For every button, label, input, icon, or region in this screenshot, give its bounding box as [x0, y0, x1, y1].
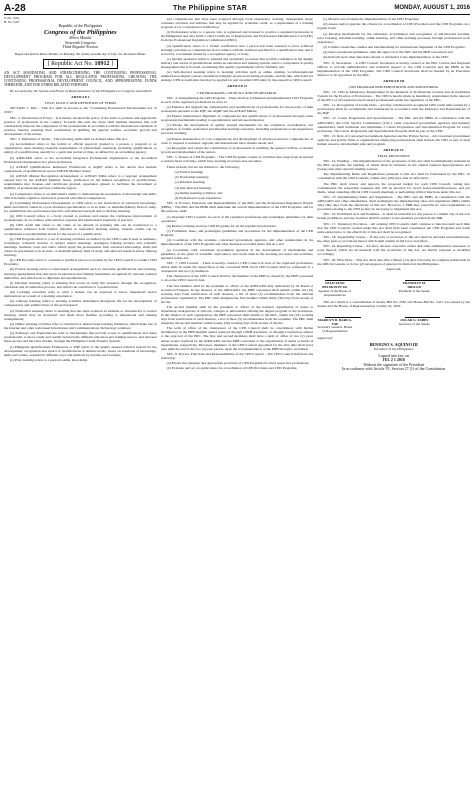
enacting-clause: Be it enacted by the Senate and House of Representatives of the Philippines in Congress assembled:: [10, 89, 152, 94]
senate-secretary-role: Secretary of the Senate: [398, 321, 430, 326]
senate-secretary-name: OSCAR G. YABES: [400, 317, 429, 322]
cpd-activity-item: (e) Online learning activities; and: [174, 190, 223, 195]
cpd-activity-list: [161, 170, 314, 200]
definition-item: (h) CPD credit unit refers to the value of an amount of learning that can be transferred to a qualification achieved from formal, informal or nonformal learning setting, wherein credits can be accumulated to predetermined levels for the award of a qualification;: [4, 223, 157, 236]
section-paragraph: SEC. 13. Role of Concerned Government Agencies and the Private Sector. - All concerned government agencies and private firms or organizations employing professionals shall include the CPD as part of their human resource development plan and program.: [317, 133, 471, 146]
section-paragraph: The first member shall be the president or officer of the AIPO/APO duly authorized by its Board of Governors/Trustees. In the absence of the AIPO/APO, the PRB concerned shall submit within ten (10) working days from notification of such absence, a list of three (3) recommendees from the national professional organization. The PRC shall designate the first member within thirty (30) days from receipt of the list.: [160, 283, 314, 304]
article-4-sections: [317, 159, 470, 266]
newspaper-masthead: [4, 2, 470, 15]
presiding-officers-signatures: [317, 274, 470, 298]
cpd-activity-item: (f) Professional work experience.: [174, 195, 222, 200]
definition-item: (k) Formal learning refers to educational arrangements such as curricular qualifications and teaching-learning requirements that take place in education and training institutions recognized by relevant national authorities, and which lead to diplomas and qualifications;: [4, 267, 157, 280]
section-paragraph: The second member shall be the president or officer of the national organization of deans or department chairpersons of schools, colleges or universities offering the degree program of the profession. In the absence of such organization, the PRB concerned shall submit to the PRC, within ten (10) working days from notification of such absence, a list of three (3) recommendees from the academe. The PRC shall designate the second member within twenty (20) working days from receipt of the list.: [160, 304, 314, 326]
section-paragraph: (e) Coordinate with concerned government agencies in the development of mechanisms and guidelines, in the grant of academic equivalency and credit units in the learning processes and activities, pursuant to this Act.: [160, 247, 314, 260]
city-heading: Metro Manila: [69, 35, 92, 40]
article-3-sections: [317, 90, 470, 146]
page-number: A-28: [4, 2, 26, 14]
definition-item: (n) Lifelong learning refers to learning activities undertaken throughout life for the development of competencies and qualifications of the professional;: [4, 299, 157, 308]
section-paragraph: SEC. 17. Transitory Provision. - All existing CPD Councils shall continue to function until such time that the CPD Councils created under this Act shall have been constituted. All CPD Programs and credit units earned prior to the effectivity of this Act shall be recognized.: [317, 221, 471, 234]
president-role: President of the Philippines: [373, 346, 414, 351]
section-3: SEC. 3. Definition of Terms. - The following terms shall be defined under this Act:: [10, 137, 128, 142]
section-paragraph: The chairperson of the CPD Council shall be the member of the PRB as chosen by the PRB concerned to sit as the CPD Council chair.: [160, 274, 314, 283]
definition-item: (q) Pathways and Equivalencies refer to mechanisms that provide access to qualifications and assist professionals to move easily and readily between the different education and training sectors, and between these sectors and the labor market, through the Philippine Credit Transfer System;: [4, 331, 157, 344]
definition-item: (t) Professional refers to a person who is registered and licensed to practice a regulated profession in the Philippines and who holds a valid Certificate of Registration and Professional Identification Card (PIC) from the Professional Regulation Commission (PRC);: [160, 30, 314, 43]
secretaries-signatures: [317, 311, 470, 335]
issue-date: MONDAY, AUGUST 1, 2016: [394, 5, 470, 11]
definition-item: (r) Philippine Qualifications Framework or PQF refers to the quality assured national system for the development, recognition and award of qualifications at defined levels, based on standards of knowledge, skills and values, acquired in different ways and methods by learners and workers;: [4, 344, 157, 357]
republic-act-number: [4, 60, 157, 68]
section-paragraph: (f) Conduct researches, studies and benchmarking for international alignment of the CPD Programs;: [323, 44, 466, 49]
congress-number: Sixteenth Congress: [65, 39, 96, 45]
ra-close: ]: [109, 60, 113, 67]
section-paragraph: SEC. 20. Effectivity. - This Act shall take effect fifteen (15) days following its complete publication in the Official Gazette or in two (2) newspapers of general circulation in the Philippines.: [317, 257, 471, 266]
column-1: [4, 17, 157, 807]
definition-item: (i) CPD Program refers to a set of learning activities accredited by the CPD Council such as seminars, workshops, technical lectures or subject matter meetings, nondegree training lectures and scientific meetings, modules, tours and visits, which equip the professionals with advanced knowledge, skills and values in specialized or in an inter- or multidisciplinary field of study, self-directed research and/or lifelong learning;: [4, 236, 157, 257]
column-3: [317, 17, 470, 807]
section-paragraph: SEC. 19. Repealing Clause. - All laws, decrees, executive orders and other administrative issuances or parts thereof, which are inconsistent with the provisions of this Act, are hereby repealed or modified accordingly.: [317, 244, 471, 257]
cpd-activity-item: (d) Self-directed learning;: [174, 185, 212, 190]
section-paragraph: (a) Organize CPD Councils for each of the regulated professions and promulgate guidelines for their operations;: [160, 214, 314, 223]
section-paragraph: (d) Ensure maintenance of core competencies and development of advanced and new competencies, in order to respond to national, regional and international labor market needs; and: [160, 136, 314, 145]
article-1-heading: ARTICLE I: [71, 95, 90, 100]
section-paragraph: SEC. 8. Powers, Functions and Responsibilities of the CPD Council. - The CPD Council shall have the following:: [160, 351, 314, 360]
lapsed-sub-2: In accordance with Article VI, Section 27 (1) of the Constitution: [342, 366, 446, 372]
definition-item: (j) CPD Provider refers to a natural or juridical person accredited by the CPD Council to conduct CPD Programs;: [4, 258, 157, 267]
president-name: BENIGNO S. AQUINO III: [369, 341, 418, 347]
definition-item: (g) CPD Council refers to a body created to promote and ensure the continuous improvement of professionals, in accordance with national, regional and international standards of practice;: [4, 214, 157, 223]
speaker-signature-block: [317, 274, 390, 298]
definition-item: (m) Learning outcomes refer to what a learner can be expected to know, understand and/or demonstrate as a result of a learning experience;: [4, 290, 157, 299]
definitions-list: [4, 142, 157, 362]
ra-no: 10912: [94, 60, 110, 67]
approved-label: Approved,: [386, 266, 402, 271]
article-columns: [4, 17, 470, 807]
signature-mark: [405, 274, 440, 281]
section-paragraph: These include, but are not limited to, the following:: [166, 164, 240, 169]
article-2-heading: ARTICLE II: [227, 84, 247, 89]
lapsed-sub: Without the signature of the President: [363, 361, 424, 367]
approved-label-2: Approved:: [317, 336, 333, 341]
section-paragraph: SEC. 18. Separability Clause. - If any part or provision of this Act shall be declared unconstitutional, the other parts or provisions hereof which shall remain in full force and effect.: [317, 235, 471, 244]
article-2-end: [317, 17, 470, 77]
signature-mark: [325, 311, 360, 318]
article-2-sections-continued: [161, 201, 314, 370]
section-paragraph: SEC. 16. Prohibited Acts and Penalties. - It shall be unlawful for any person to commit any of the acts herein prohibited, and any violation shall be subject to the penalties provided in the IRR.: [317, 212, 471, 221]
lapsed-text: Lapsed into law on: [378, 352, 409, 358]
article-3-title: CPD PROGRAM IMPLEMENTATION AND MONITORING: [349, 84, 439, 89]
section-paragraph: (b) Review existing and new CPD Programs for all the regulated professions;: [166, 223, 277, 228]
section-paragraph: (c) Formulate, issue, and promulgate guidelines and procedures for the implementation of the CPD Program;: [160, 229, 314, 238]
definition-item: (e) Competence refers to an individual's ability to demonstrate the possession of knowledge and skills, which includes cognitive, functional, personal and ethical competences;: [4, 191, 157, 200]
article-4-heading: ARTICLE IV: [383, 148, 405, 152]
secgen-name: MARILYN B. BARUA-YAP: [317, 317, 353, 326]
lapsed-date: JUL 2 1 2016: [382, 357, 405, 363]
definition-item: and competencies that have been acquired through work experience, training, independent study, volunteer activities and hobbies, that may be applied for academic credit, as a requirement of a training program or for occupational certification;: [160, 17, 314, 30]
article-1-title: TITLE, POLICY AND DEFINITION OF TERMS: [44, 101, 117, 106]
senate-president-name: FRANKLIN M. DRILON: [402, 280, 426, 289]
section-paragraph: (d) Assess and/or upgrade the criteria for accreditation of CPD Providers and the CPD Programs on a regular basis;: [317, 22, 471, 31]
section-paragraph: (b) Ensure international alignment of competencies and qualifications of professionals through career progression mechanisms leading to specialization and sub-specialization;: [160, 114, 314, 123]
congress-heading: Congress of the Philippines: [44, 29, 117, 36]
signature-mark: [325, 274, 360, 281]
section-paragraph: (d) Coordinate with the academe, concerned government agencies, and other stakeholders in the implementation of the CPD Programs and other measures provided under this Act; and: [160, 238, 314, 247]
section-paragraph: The Implementing Rules and Regulations pursuant to this Act shall be formulated by the PRC, in consultation with the CPD Councils, within sixty (60) days after its effectivity.: [317, 172, 471, 181]
cpd-activity-item: (c) Informal learning;: [174, 180, 206, 185]
section-paragraph: SEC. 4. Strengthening the CPD Program. - There shall be formulated and implemented CPD Programs in each of the regulated professions in order to:: [160, 95, 314, 104]
senate-bill-ref: S. No. 2581: [4, 17, 20, 20]
definitions-continued: [161, 17, 314, 82]
article-2-sections: [161, 96, 314, 169]
lapsed-into-law-stamp: [317, 354, 470, 372]
definition-item: (v) Quality assurance refers to planned and systematic processes that provide confidence in the design, delivery and award of qualifications within an education and training system, and is a component of quality management that is focused on ensuring that quality requirements will be fulfilled; and: [160, 56, 314, 70]
definition-item: (f) Continuing Professional Development or CPD refers to the inculcation of advanced knowledge, skills and ethical values in a post-licensure specialization or in an inter- or multidisciplinary field of study, for assimilation into professional practice, self-directed research and/or lifelong learning;: [4, 200, 157, 213]
section-paragraph: (e) Develop mechanisms for the validation, accreditation and recognition of self-directed learning, prior learning, informal learning, online learning, and other learning processes through professional work experience;: [317, 31, 471, 44]
section-paragraph: SEC. 10. CPD as Mandatory Requirement in the Renewal of Professional License and Accreditation System for the Practice of Professions. - The CPD is hereby made as mandatory requirement in the renewal of the PICs of all registered and licensed professionals under the regulation of the PRC.: [317, 89, 471, 102]
session-heading: Third Regular Session: [62, 44, 99, 50]
section-paragraph: (e) Recognize and ensure the contribution of professionals in uplifting the general welfare, economic growth and development of the nation.: [160, 146, 314, 155]
definition-item: (w) Self-directed learning refers to learning activities such as online training, local/international seminars/non-degree courses, institution/company-sponsored training programs, and the like, which did not undergo CPD accreditation but may be applied for and awarded CPD units by the respective CPD Council.: [160, 70, 314, 83]
section-paragraph: SEC. 7. CPD Council. - There is hereby created a CPD Council in each of the regulated professions, which shall be under the supervision of the concerned PRB. Each CPD Council shall be composed of a chairperson and two (2) members.: [160, 260, 314, 274]
ra-label: [ Republic Act No.: [47, 60, 95, 67]
definition-item: (a) Accreditation refers to the formal or official approval granted to a person, a program or an organization, upon meeting essential requirements of achievement standards, including qualifications or unit(s) of a qualification, usually for a particular period of time, as defined by an accrediting agency;: [4, 142, 157, 155]
speaker-role: Speaker of the House of Representatives: [318, 288, 352, 297]
definition-item: (o) Nonformal learning refers to learning that has been acquired in addition or alternatively to formal learning, which may be structured and made more flexible according to educational and training arrangements;: [4, 308, 157, 321]
house-bill-ref: H. No. 5417: [4, 19, 20, 24]
definition-item: (p) Online learning activities refer to structured or unstructured learning initiatives, which make use of the internet and other web-based Information and Communications Technology solutions;: [4, 321, 157, 331]
section-paragraph: SEC. 9. Secretariat. - A CPD Council Secretariat is hereby created at the PRC Central and Regional Offices to provide administrative and technical support to the CPD Councils and the PRBs in the implementation of the CPD Programs. The CPD Council Secretariat shall be headed by an Executive Director to be appointed by the PRC.: [317, 60, 471, 77]
section-paragraph: SEC. 14. Funding. - The implementation of the provisions of this Act shall be immediately included in the PRC programs, the funding of which shall be included in the annual General Appropriations Act (GAA) and other relevant funding sources.: [317, 159, 471, 172]
cpd-activity-item: (a) Formal learning;: [174, 169, 204, 174]
senate-president-signature-block: [397, 274, 470, 298]
definition-item: (s) Prior learning refers to a person's skills, knowledge: [10, 357, 88, 362]
secgen-role: Secretary General, House of Representatives: [317, 325, 353, 334]
republic-heading: Republic of the Philippines: [58, 23, 103, 29]
section-paragraph: The term of office of the chairperson of the CPD Council shall be coterminous with his/her incumbency as the PRB member unless replaced through a PRB resolution, or through a resolution, subject to the approval of the PRC. The first and second members shall have a term of office of two (2) years unless sooner replaced by the AIPO/APO and the PRB concerned or the organization of deans or heads of departments, respectively. However, members of the CPD Council appointed for the first time shall serve only until the end of the two (2)-year period, upon the recommendation of the PRB through a resolution.: [160, 326, 314, 351]
begun-line: Begun and held in Metro Manila, on Monday, the twenty-seventh day of July, two thousand fifteen.: [14, 51, 146, 56]
section-paragraph: SEC. 11. Recognition of Credit Units. - All duly validated and recognized CPD credit units earned by a professional shall be accumulated and transferred in accordance with the Pathways and Equivalencies of the PQF.: [317, 103, 471, 116]
senate-president-role: President of the Senate: [398, 288, 430, 293]
column-2: [161, 17, 314, 807]
section-paragraph: SEC. 6. Powers, Functions and Responsibilities of the PRC and the Professional Regulatory Boards (PRBs). - The PRC and the PRBs shall undertake the overall implementation of the CPD Programs, and for this purpose, shall:: [160, 201, 314, 214]
act-title: AN ACT MANDATING AND STRENGTHENING THE CONTINUING PROFESSIONAL DEVELOPMENT PROGRAM FOR ALL REGULATED PROFESSIONS, CREATING THE CONTINUING PROFESSIONAL DEVELOPMENT COUNCIL, AND APPROPRIATING FUNDS THEREFOR, AND FOR OTHER RELATED PURPOSES: [4, 70, 157, 88]
section-2: SEC. 2. Declaration of Policy. - It is hereby declared the policy of the State to promote and upgrade the practice of professions in the country. Towards this end, the State shall institute measures that will continuously improve the competence of the professionals in accordance with the international standards of practice, thereby, ensuring their contribution in uplifting the general welfare, economic growth and development of the nation.: [4, 115, 157, 136]
section-paragraph: (c) Monitor and evaluate the implementation of the CPD Programs;: [323, 17, 420, 21]
section-paragraph: SEC. 12. Career Progression and Specialization. - The PRC and the PRBs, in consultation with the AIPO/APO, the Civil Service Commission (CSC), other concerned government agencies and industry stakeholders, shall formulate and implement a Career Progression and Specialization Program for every profession. The Career Progression and Specialization Program shall be part of the CPD.: [317, 116, 471, 133]
section-paragraph: (a) Enhance and upgrade the competencies and qualifications of professionals for the practice of their professions pursuant to the PQF, the AQRF and the ASEAN MRAs;: [160, 104, 314, 113]
signature-mark: [405, 311, 440, 318]
newspaper-name: The Philippine STAR: [173, 4, 248, 12]
definition-item: (l) Informal learning refers to learning that occurs in daily life assessed, through the recognition, validation and accreditation process, and which can contribute to a qualification;: [4, 280, 157, 289]
section-paragraph: (g) Issue operational guidelines, with the approval of the PRC and the PRB concerned; and: [323, 50, 453, 55]
section-paragraph: SEC. 15. Implementing Rules and Regulations. - The PRC and the PRBs, in consultation with the AIPO/APO and other stakeholders, shall promulgate the implementing rules and regulations (IRR) within sixty (60) days from the effectivity of this Act. However, a PRB may prescribe its own requirements or procedure relating to the CPD as may be necessary to implement this Act.: [317, 195, 471, 212]
definition-item: (d) ASEAN Mutual Recognition Arrangement or ASEAN MRA refers to a regional arrangement entered into by the ASEAN Member States, predicated on the mutual recognition of qualifications, requirements met, licenses and certificates granted, experience gained, to facilitate the movement or mobility of professional services within the region;: [4, 174, 157, 191]
article-3-heading: ARTICLE III: [383, 78, 405, 83]
definition-item: (c) ASEAN Qualifications Reference Framework or AQRF refers to the device that enables comparisons of qualifications across ASEAN Member States;: [4, 164, 157, 173]
section-paragraph: (a) Ensure the adequate and appropriate provision of CPD Programs for their respective professions;: [166, 361, 310, 366]
senate-secretary-signature-block: [397, 311, 470, 335]
section-paragraph: (h) Perform such other functions related or incidental to the implementation of the CPD.: [323, 55, 449, 60]
certification-text: This Act which is a consolidation of Senate Bill No. 2581 and House Bill No. 5417 was passed by the Senate and the House of Representatives on May 23, 2016.: [317, 299, 471, 308]
article-2-title: CPD PROGRAMS, COUNCILS AND SECRETARIAT: [197, 90, 277, 95]
cpd-activity-item: (b) Nonformal learning;: [174, 175, 209, 180]
definition-item: (b) AIPO/APO refers to the Accredited Integrated Professional Organization or the Accredited Professional Organization in a given profession;: [4, 155, 157, 164]
article-4-title: FINAL PROVISIONS: [377, 154, 410, 159]
secgen-signature-block: [317, 311, 390, 335]
section-paragraph: (b) Evaluate and act on applications for accreditation of CPD Providers and CPD Programs;: [166, 366, 298, 371]
definition-item: (u) Qualification refers to a formal certification that a person has been assessed to have achieved learning outcomes or competencies in accordance with the standard specified for a qualification title, and is proven by a document issued by a recognized agency or body;: [160, 43, 314, 56]
section-1: SECTION 1. Title. - This Act shall be known as the "Continuing Professional Development Act of 2016".: [4, 106, 157, 115]
section-paragraph: (c) Ensure the development of quality assured mechanisms for the validation, accreditation, and recognition of formal, nonformal and informal learning outcomes, including professional work experiences and prior learning;: [160, 123, 314, 136]
section-paragraph: SEC. 5. Nature of CPD Programs. - The CPD Programs consist of activities that range from structured to unstructured activities, which have learning processes and outcomes.: [160, 155, 314, 164]
speaker-name: FELICIANO BELMONTE JR.: [322, 280, 348, 289]
section-paragraph: The PRC shall review and approve the proposed budget for each CPD Council, taking into consideration the reasonable expenses that will be incurred for travel, honorarium/allowances, and per diems, when attending official CPD Council meetings or performing official functions under this Act.: [317, 181, 471, 194]
